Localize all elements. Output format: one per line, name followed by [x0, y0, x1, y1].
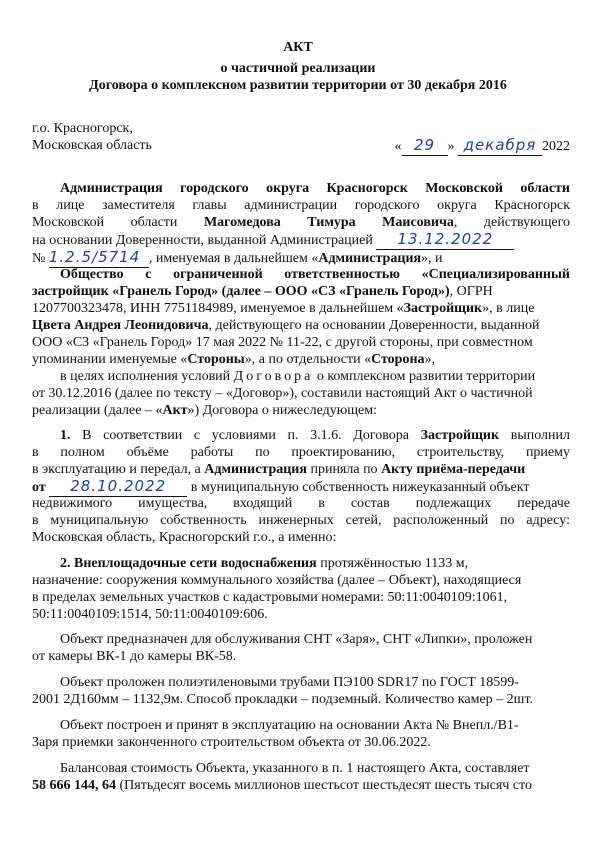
party2-line1: Общество с ограниченной ответственностью «Специализированный — [60, 267, 570, 282]
intro-line1: в целях исполнения условий Договора о комплексном развитии территории — [60, 369, 536, 384]
party1-line4: на основании Доверенности, выданной Администрацией 13.12.2022 — [32, 231, 570, 250]
act-subtitle: о частичной реализации — [220, 61, 376, 76]
party2-line5: ООО «СЗ «Гранель Город» 17 мая 2022 № 11-22, с другой стороны, при совместном — [32, 335, 533, 350]
place-region: Московская область — [32, 138, 152, 153]
party1-line3: Московской области Магомедова Тимура Маисовича, действующего — [32, 215, 571, 230]
acceptance-line2: Заря приемки законченного строительством объекта от 30.06.2022. — [32, 735, 431, 750]
item1-line4: от 28.10.2022 в муниципальную собственность нижеуказанный объект — [32, 477, 530, 495]
date-day-handwritten: 29 — [413, 136, 436, 154]
act-date: « 29 » декабря 2022 — [394, 136, 570, 154]
pipe-line2: 2001 2Д160мм – 1132,9м. Способ прокладки – подземный. Количество камер – 2шт. — [32, 692, 534, 707]
intro-line3: реализации (далее – «Акт») Договора о нижеследующем: — [32, 403, 377, 418]
purpose-line1: Объект предназначен для обслуживания СНТ «Заря», СНТ «Липки», проложен — [60, 632, 533, 647]
item1-line5: недвижимого имущества, входящий в состав подлежащих передаче — [32, 496, 570, 511]
proxy-date-handwritten: 13.12.2022 — [397, 230, 494, 248]
item2-line1: 2. Внеплощадочные сети водоснабжения протяжённостью 1133 м, — [60, 556, 469, 571]
proxy-number-handwritten: 1.2.5/5714 — [48, 248, 141, 266]
item1-line6: в муниципальную собственность инженерных сетей, расположенный по адресу: — [32, 513, 570, 528]
party1-line5: № 1.2.5/5714 , именуемая в дальнейшем «Администрация», и — [32, 248, 443, 266]
party1-org: Администрация городского округа Красногорск Московской области — [60, 181, 570, 196]
intro-line2: от 30.12.2016 (далее по тексту – «Договор»), составили настоящий Акт о частичной — [32, 386, 533, 401]
party2-line3: 1207700323478, ИНН 7751184989, именуемое в дальнейшем «Застройщик», в лице — [32, 301, 535, 316]
acceptance-line1: Объект построен и принят в эксплуатацию на основании Акта № Внепл./В1- — [60, 718, 519, 733]
item2-line4: 50:11:0040109:1514, 50:11:0040109:606. — [32, 607, 268, 622]
date-month-handwritten: декабря — [463, 136, 537, 154]
item1-line2: в полном объёме работы по проектированию, строительству, приему — [32, 445, 570, 460]
item1-line7: Московская область, Красногорский г.о., а именно: — [32, 530, 337, 545]
party2-line2: застройщик «Гранель Город» (далее – ООО «СЗ «Гранель Город»), ОГРН — [32, 284, 493, 299]
place-city: г.о. Красногорск, — [32, 121, 133, 136]
cost-line2: 58 666 144, 64 (Пятьдесят восемь миллионов шестьсот шестьдесят шесть тысяч сто — [32, 778, 532, 793]
party2-line6: упоминании именуемые «Стороны», а по отдельности «Сторона», — [32, 352, 436, 367]
item2-line3: в пределах земельных участков с кадастровыми номерами: 50:11:0040109:1061, — [32, 590, 508, 605]
item1-line3: в эксплуатацию и передал, а Администрация приняла по Акту приёма-передачи — [32, 462, 526, 477]
transfer-act-date-handwritten: 28.10.2022 — [70, 477, 167, 495]
party2-line4: Цвета Андрея Леонидовича, действующего на основании Доверенности, выданной — [32, 318, 540, 333]
act-contract-title: Договора о комплексном развитии территории от 30 декабря 2016 — [89, 78, 507, 93]
item1-line1: 1. В соответствии с условиями п. 3.1.6. Договора Застройщик выполнил — [60, 428, 571, 443]
act-title: АКТ — [283, 40, 313, 55]
cost-line1: Балансовая стоимость Объекта, указанного в п. 1 настоящего Акта, составляет — [60, 761, 530, 776]
pipe-line1: Объект проложен полиэтиленовыми трубами ПЭ100 SDR17 по ГОСТ 18599- — [60, 675, 519, 690]
item2-line2: назначение: сооружения коммунального хозяйства (далее – Объект), находящиеся — [32, 573, 522, 588]
purpose-line2: от камеры ВК-1 до камеры ВК-58. — [32, 649, 237, 664]
party1-line2: в лице заместителя главы администрации городского округа Красногорск — [32, 198, 570, 213]
